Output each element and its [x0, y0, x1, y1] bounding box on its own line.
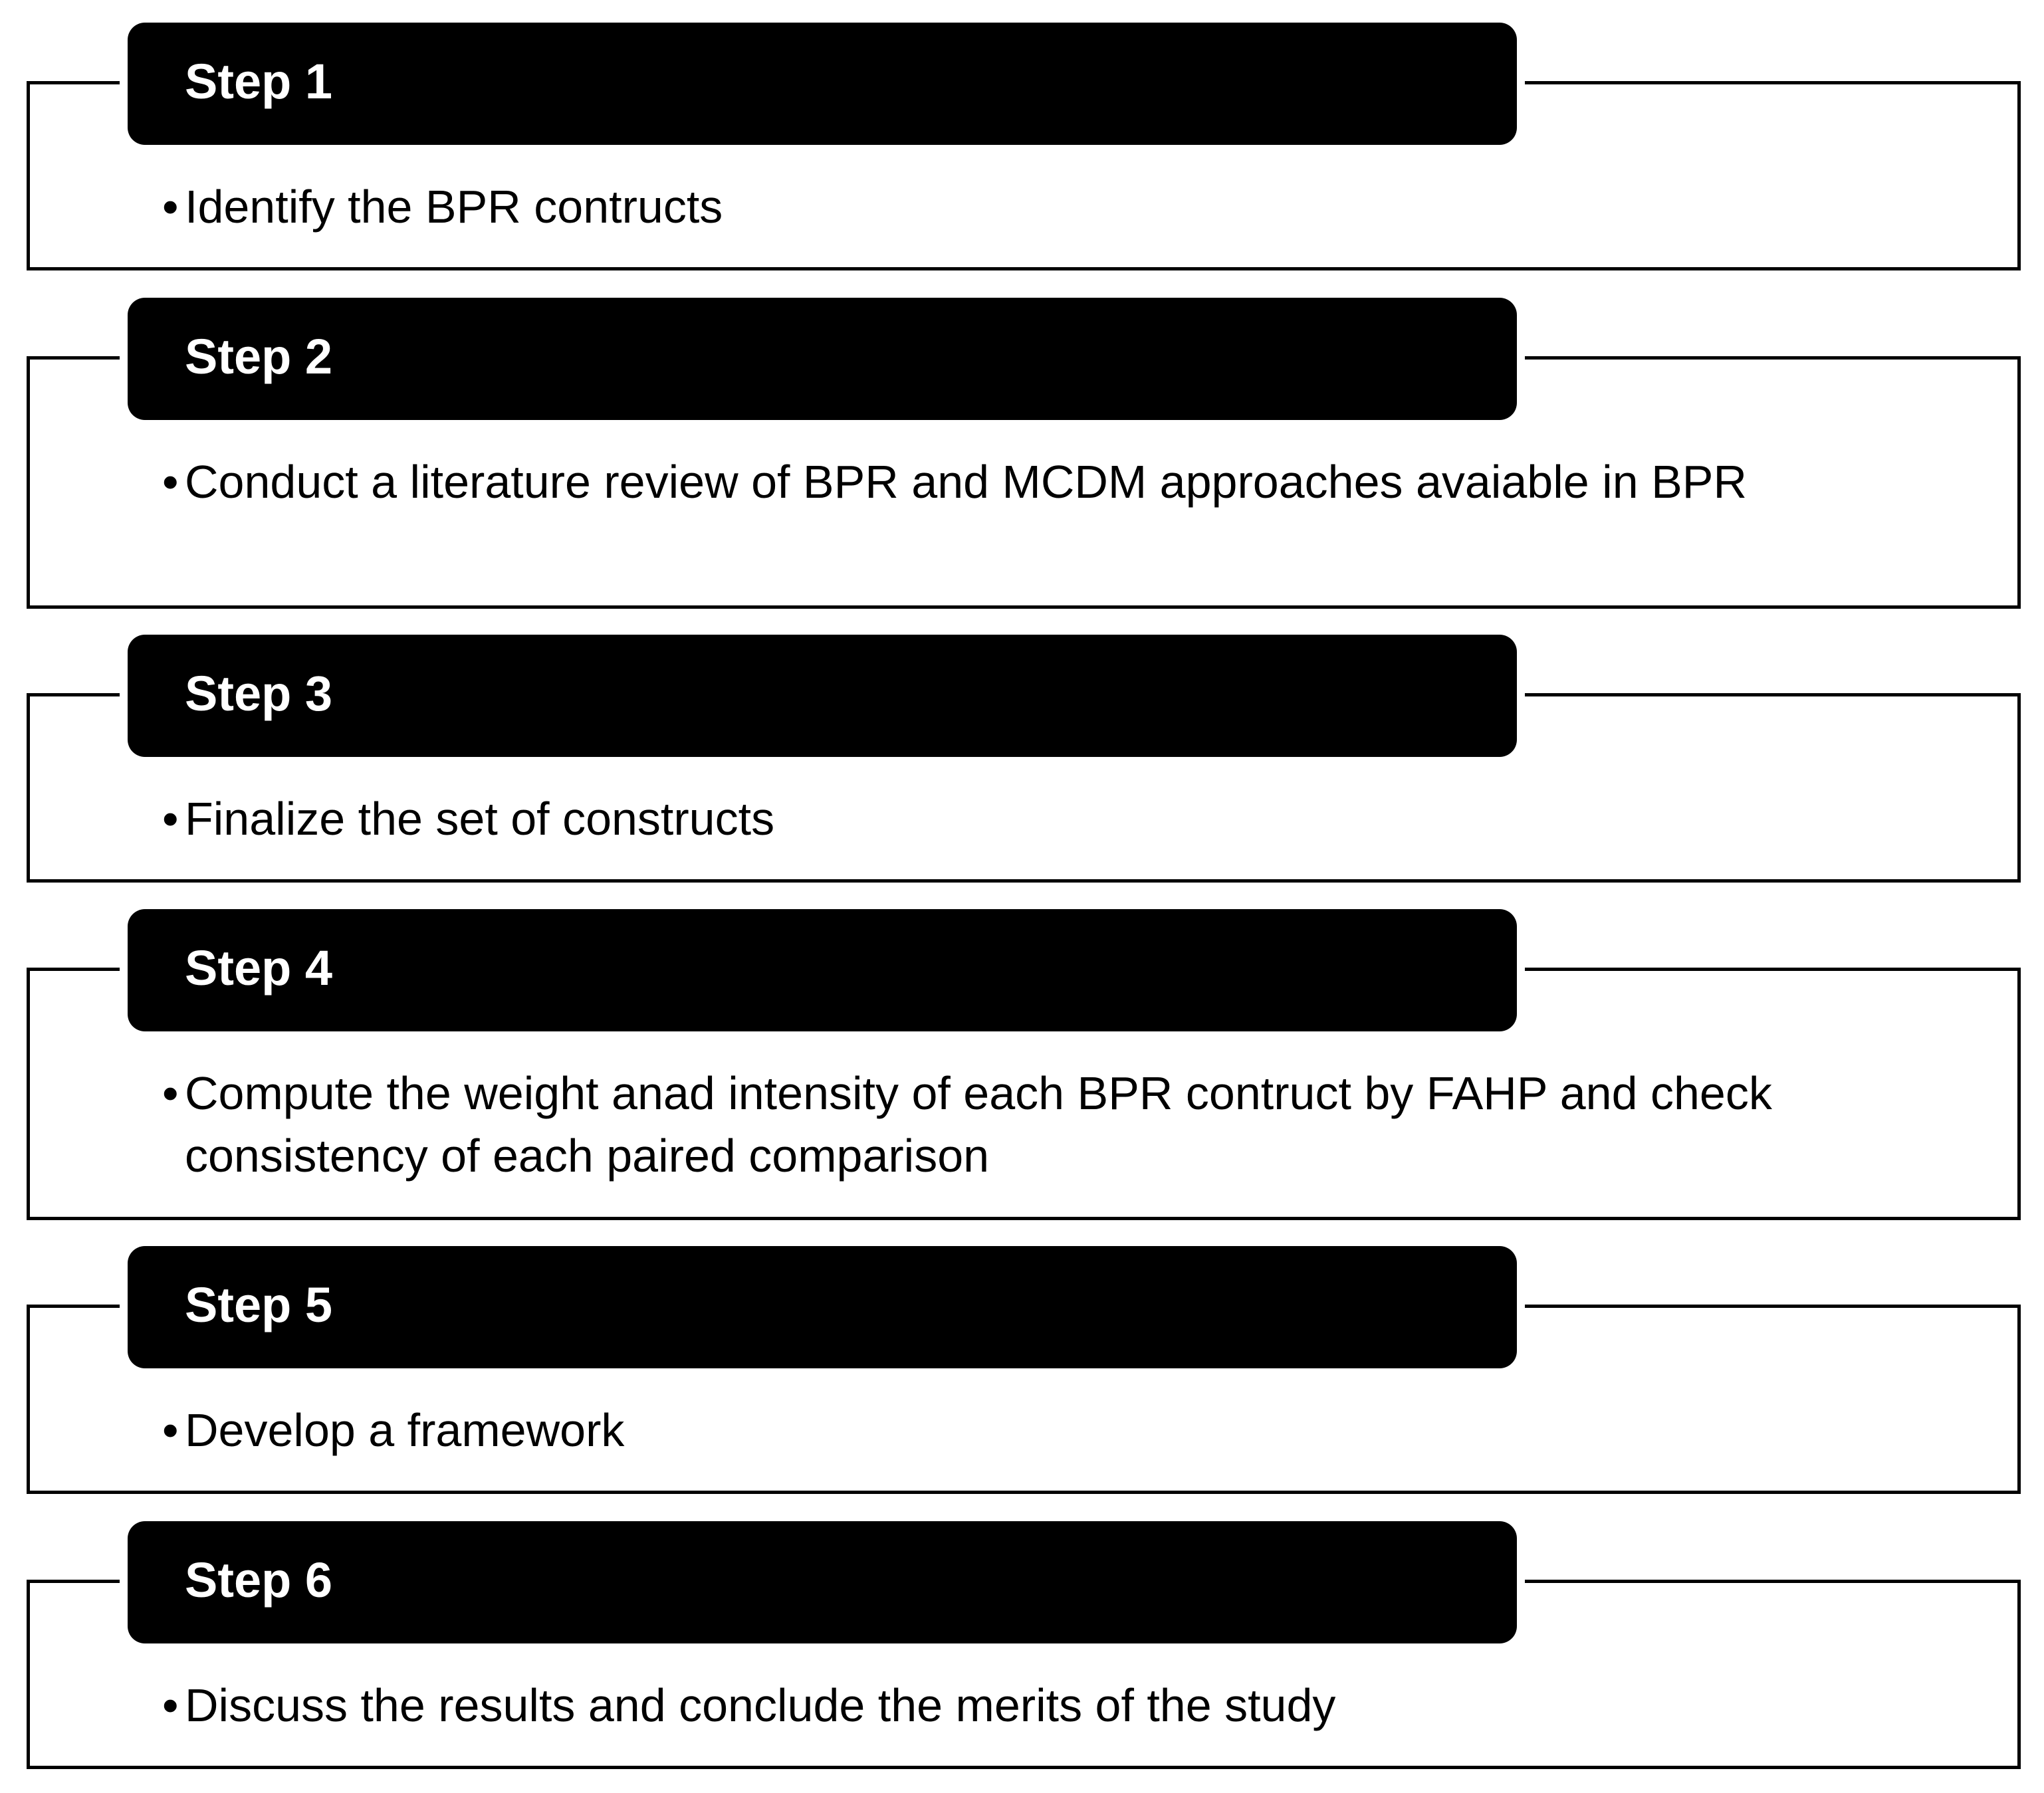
step-1-title: Step 1 [185, 54, 333, 109]
step-3-description-wrap [162, 788, 1820, 850]
bullet-icon: • [162, 456, 179, 508]
step-3-header [128, 635, 1517, 757]
step-3-description: Finalize the set of constructs [185, 793, 775, 845]
bullet-icon: • [162, 1404, 179, 1456]
step-2-description: Conduct a literature review of BPR and MCDM approaches avaiable in BPR [185, 456, 1748, 508]
step-5-header [128, 1246, 1517, 1368]
step-5-title: Step 5 [185, 1277, 333, 1332]
step-4-description: Compute the weight anad intensity of each BPR contruct by FAHP and check consistency of each paired comparison [185, 1067, 1772, 1182]
step-5-description: Develop a framework [185, 1404, 625, 1456]
step-1-header [128, 23, 1517, 145]
bullet-icon: • [162, 1679, 179, 1731]
step-6-title: Step 6 [185, 1552, 333, 1608]
bullet-icon: • [162, 793, 179, 845]
step-2-title: Step 2 [185, 329, 333, 384]
step-2-description-wrap [162, 451, 1820, 513]
step-4-title: Step 4 [185, 940, 333, 996]
step-5-description-wrap [162, 1399, 1820, 1461]
bullet-icon: • [162, 1067, 179, 1119]
step-4-header [128, 909, 1517, 1031]
step-2-header [128, 298, 1517, 420]
step-6-description-wrap [162, 1674, 1820, 1737]
bullet-icon: • [162, 181, 179, 233]
step-3-title: Step 3 [185, 666, 333, 721]
step-6-header [128, 1521, 1517, 1643]
step-1-description-wrap [162, 175, 1820, 238]
step-6-description: Discuss the results and conclude the merits of the study [185, 1679, 1336, 1731]
step-4-description-wrap [162, 1062, 1820, 1187]
step-1-description: Identify the BPR contructs [185, 181, 723, 233]
